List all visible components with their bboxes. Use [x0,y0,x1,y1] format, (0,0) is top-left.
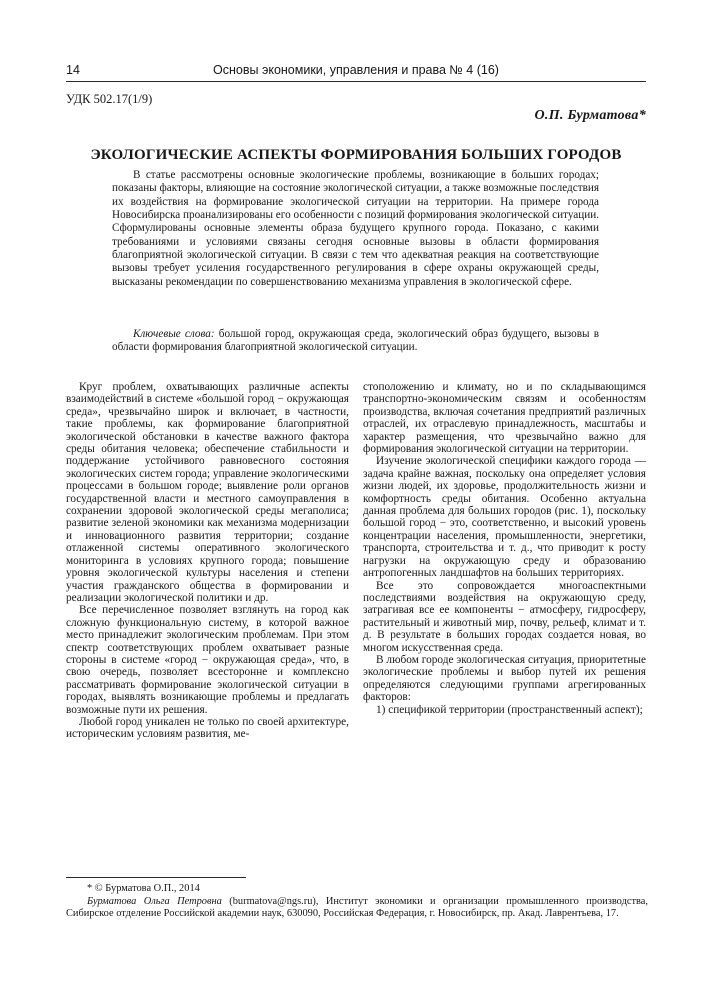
body-paragraph: 1) спецификой территории (пространственный аспект); [376,703,643,716]
affiliation-line [66,896,648,921]
author-name: О.П. Бурматова* [534,108,646,123]
body-paragraph: Все перечисленное позволяет взглянуть на город как сложную функциональную систему, в которой важное место принадлежит экологическим проблемам. При этом спектр соответствующих проблем охватывает разные стороны в системе «город − окружающая среда», что, в свою очередь, позволяет всесторонне и комплексно рассматривать формирование экологической ситуации в городах, выявлять возникающие проблемы и предлагать возможные пути их решения. [66,604,349,716]
body-paragraph: Все это сопровождается многоаспектными последствиями воздействия на окружающую среду, затрагивая все ее компоненты − атмосферу, гидросферу, растительный и животный мир, почву, рельеф, климат и т. д. В результате в больших городах создается новая, во многом искусственная среда. [363,579,646,654]
abstract-text: В статье рассмотрены основные экологические проблемы, возникающие в больших городах; показаны факторы, влияющие на состояние экологической ситуации, а также возможные последствия их воздействия на формирование экологической ситуации на территории. На примере города Новосибирска проанализированы его особенности с позиций формирования экологической ситуации. Сформулированы основные элементы образа будущего крупного города. Показано, с какими требованиями и условиями связаны сегодня основные вызовы в области формирования благоприятной экологической ситуации. В связи с тем что адекватная реакция на соответствующие вызовы требует усиления государственного регулирования в сфере охраны окружающей среды, высказаны рекомендации по совершенствованию механизма управления в экологической сфере. [112,169,599,288]
copyright-line: * © Бурматова О.П., 2014 [87,883,200,894]
footnote-separator [66,877,246,878]
body-paragraph: Любой город уникален не только по своей архитектуре, историческим условиям развития, ме- [66,715,349,741]
right-column [363,381,646,867]
body-paragraph: Изучение экологической специфики каждого города — задача крайне важная, поскольку она определяет условия жизни людей, их здоровье, продолжительность жизни и комфортность среды обитания. Особенно актуальна данная проблема для больших городов (рис. 1), поскольку большой город − это, соответственно, и высокий уровень концентрации населения, промышленности, энергетики, транспорта, строительства и т. д., что приводит к росту нагрузки на окружающую среду и образованию антропогенных ландшафтов на больших территориях. [363,455,646,580]
footnote-block [66,883,648,921]
keywords-label: Ключевые слова: [133,328,215,340]
udc-code: УДК 502.17(1/9) [66,92,153,106]
keywords-block [112,328,599,358]
body-paragraph: В любом городе экологическая ситуация, приоритетные экологические проблемы и выбор путей их решения определяются следующими группами агрегированных факторов: [363,653,646,704]
running-header [66,62,646,82]
keywords-text: большой город, окружающая среда, экологический образ будущего, вызовы в области формирования благоприятной экологической ситуации. [112,328,599,354]
article-title: ЭКОЛОГИЧЕСКИЕ АСПЕКТЫ ФОРМИРОВАНИЯ БОЛЬШИХ ГОРОДОВ [90,147,622,164]
left-column [66,381,349,867]
footnote-affiliation: (burmatova@ngs.ru), Институт экономики и организации промышленного производства, Сибирское отделение Российской академии наук, 630090, Российская Федерация, г. Новосибирск, пр. Акад. Лаврентьева, 17. [66,895,648,920]
body-paragraph: Круг проблем, охватывающих различные аспекты взаимодействий в системе «большой город − окружающая среда», чрезвычайно широк и включает, в частности, такие проблемы, как формирование благоприятной экологической обстановки в качестве важного фактора среды обитания человека; обеспечение стабильности и поддержание устойчивого равновесного состояния экологических систем города; управление экологическими процессами в большом городе; выявление роли органов государственной власти и местного самоуправления в сохранении здоровой экологической среды мегаполиса; развитие зеленой экономики как механизма модернизации и инновационного развития территории; создание отлаженной системы оперативного экологического мониторинга в условиях крупного города; повышение уровня экологической культуры населения и степени участия гражданского общества в формировании и реализации экологической политики и др. [66,381,349,604]
page-number: 14 [66,63,80,77]
journal-title: Основы экономики, управления и права № 4 (16) [213,63,499,77]
body-paragraph: стоположению и климату, но и по складывающимся транспортно-экономическим связям и особенностям производства, включая сочетания предприятий различных отраслей, их отраслевую принадлежность, масштабы и характер размещения, что чрезвычайно важно для формирования экологической ситуации на территории. [363,381,646,456]
article-body [66,381,646,867]
footnote-author-name: Бурматова Ольга Петровна [87,895,222,907]
